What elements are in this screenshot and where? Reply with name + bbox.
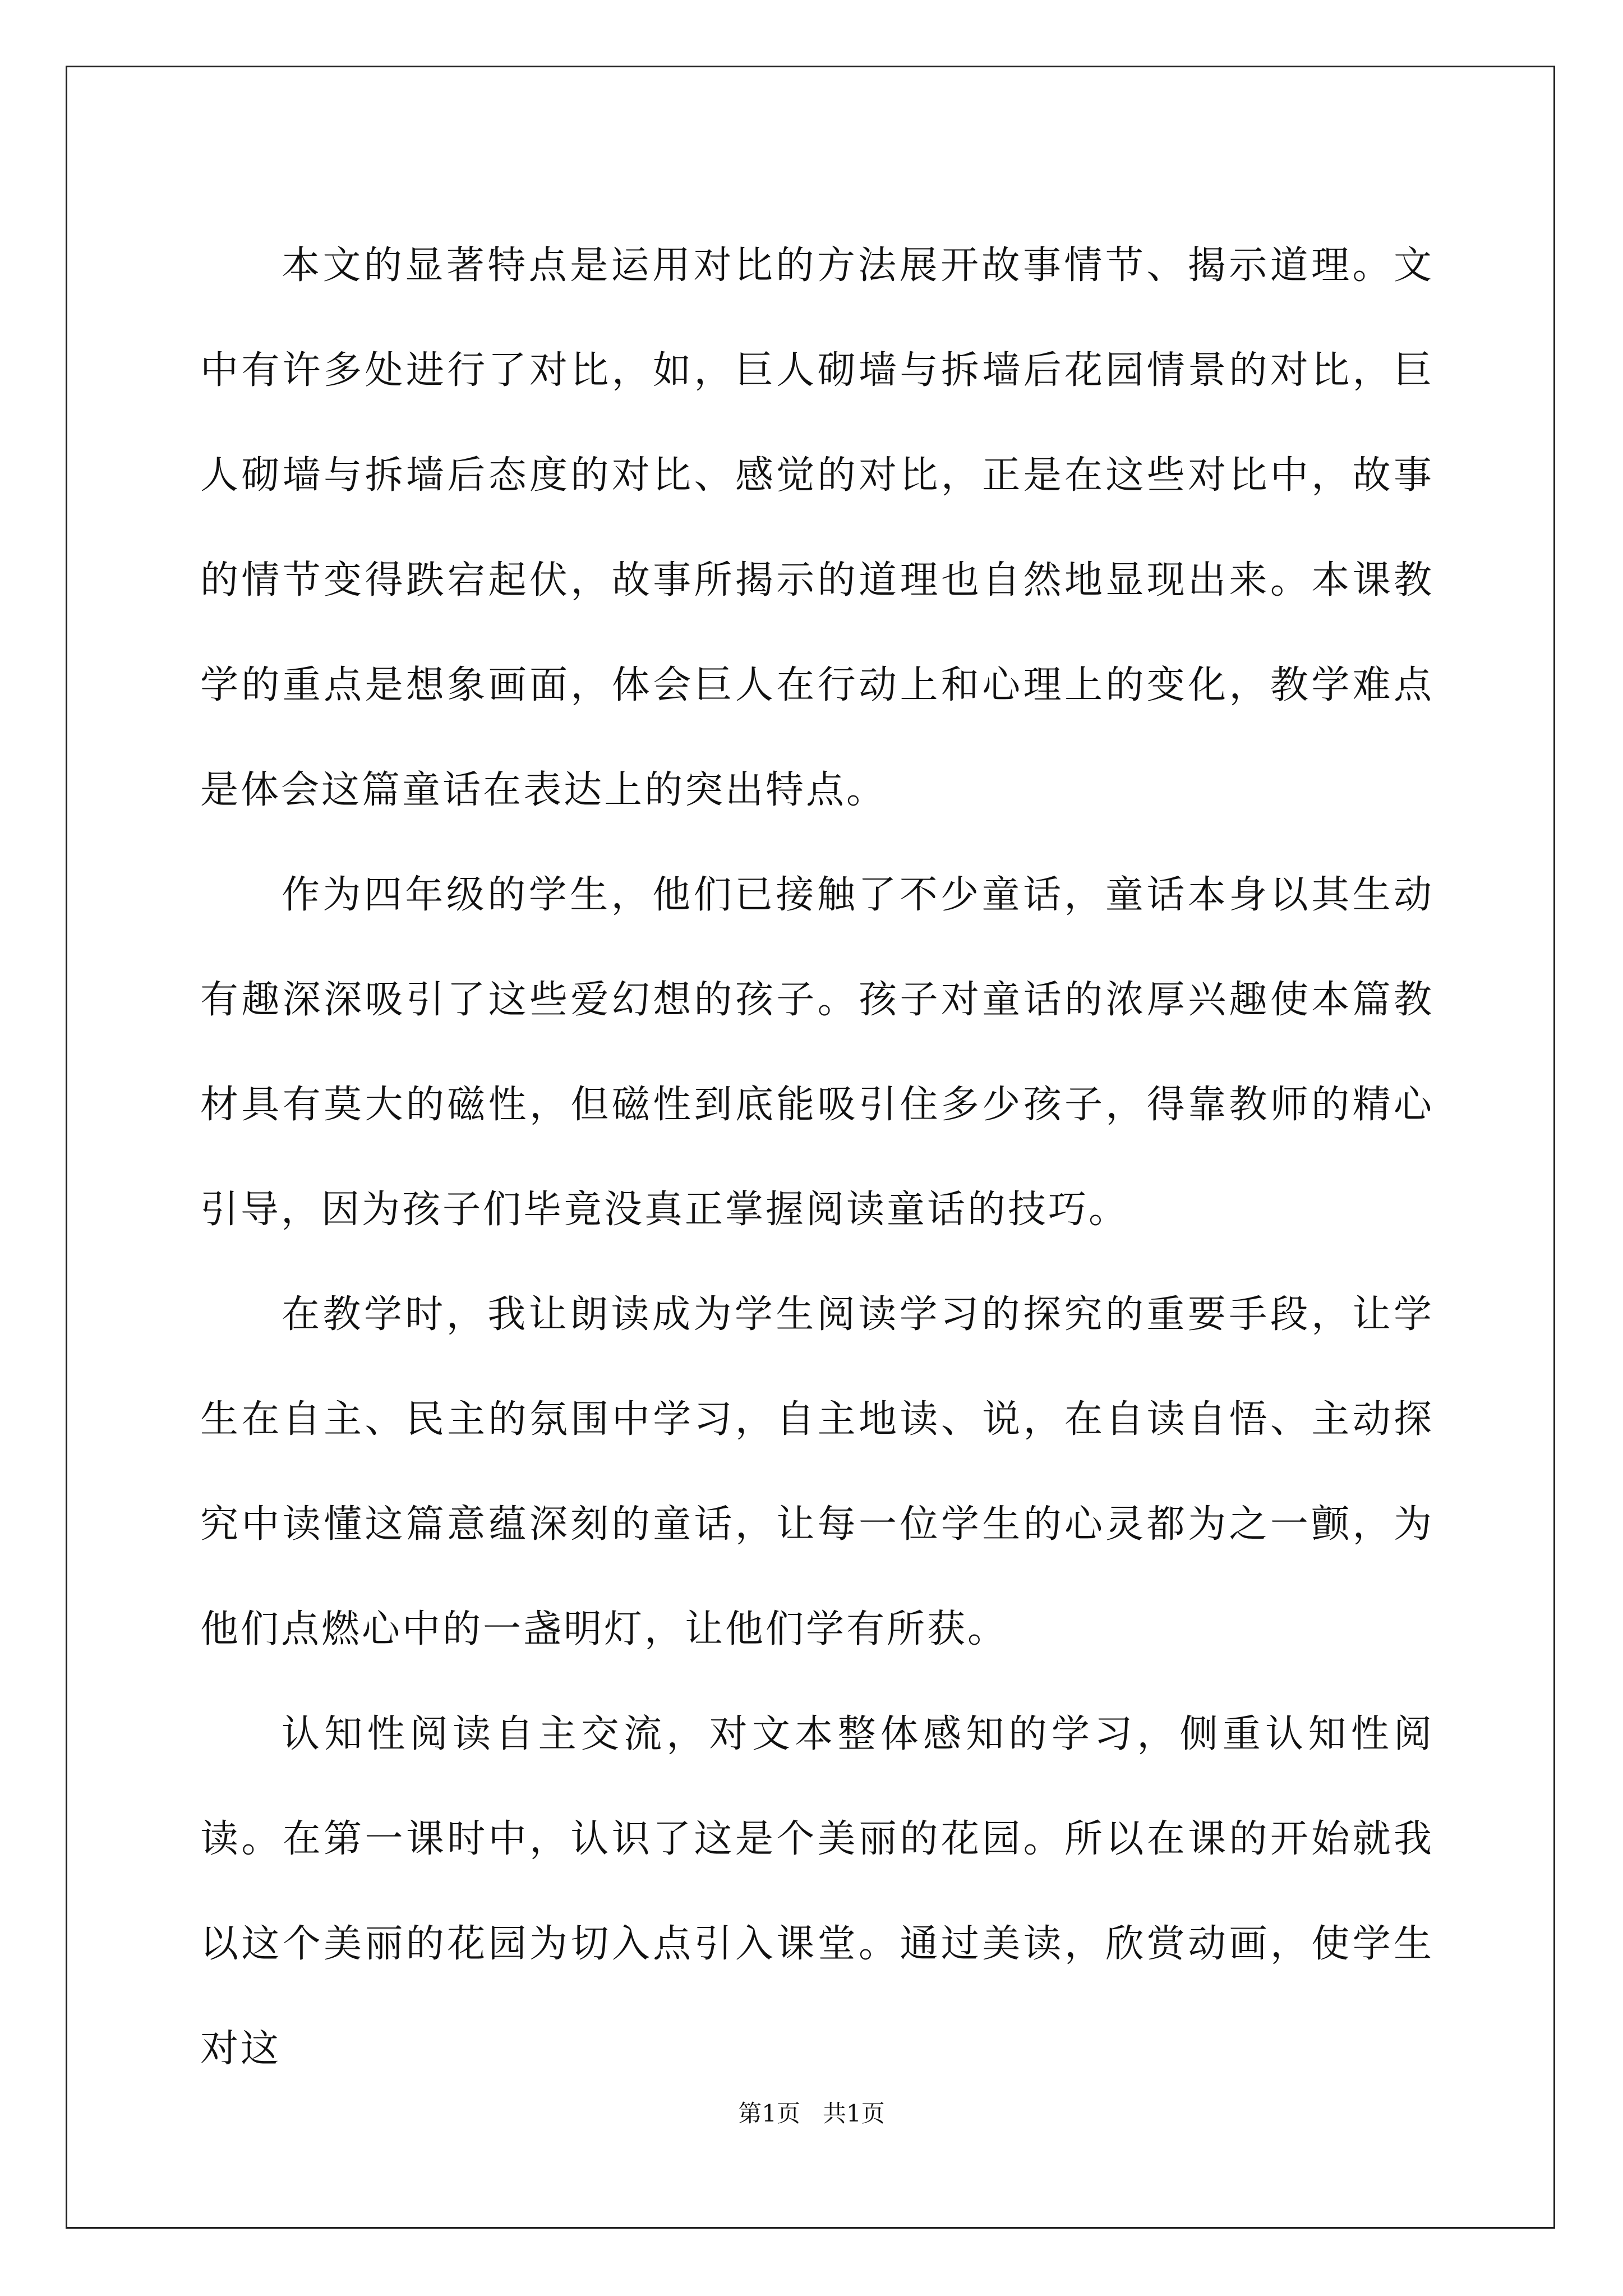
document-body <box>200 213 1434 2101</box>
paragraph-1: 本文的显著特点是运用对比的方法展开故事情节、揭示道理。文中有许多处进行了对比，如，巨人砌墙与拆墙后花园情景的对比，巨人砌墙与拆墙后态度的对比、感觉的对比，正是在这些对比中，故事的情节变得跌宕起伏，故事所揭示的道理也自然地显现出来。本课教学的重点是想象画面，体会巨人在行动上和心理上的变化，教学难点是体会这篇童话在表达上的突出特点。 <box>200 243 1434 812</box>
paragraph-4: 认知性阅读自主交流，对文本整体感知的学习，侧重认知性阅读。在第一课时中，认识了这是个美丽的花园。所以在课的开始就我以这个美丽的花园为切入点引入课堂。通过美读，欣赏动画，使学生对这 <box>200 1712 1434 2071</box>
paragraph-2: 作为四年级的学生，他们已接触了不少童话，童话本身以其生动有趣深深吸引了这些爱幻想的孩子。孩子对童话的浓厚兴趣使本篇教材具有莫大的磁性，但磁性到底能吸引住多少孩子，得靠教师的精心引导，因为孩子们毕竟没真正掌握阅读童话的技巧。 <box>200 873 1434 1232</box>
paragraph-3: 在教学时，我让朗读成为学生阅读学习的探究的重要手段，让学生在自主、民主的氛围中学习，自主地读、说，在自读自悟、主动探究中读懂这篇意蕴深刻的童话，让每一位学生的心灵都为之一颤，为他们点燃心中的一盏明灯，让他们学有所获。 <box>200 1292 1434 1651</box>
page-number-footer: 第1页 共1页 <box>738 2100 885 2127</box>
